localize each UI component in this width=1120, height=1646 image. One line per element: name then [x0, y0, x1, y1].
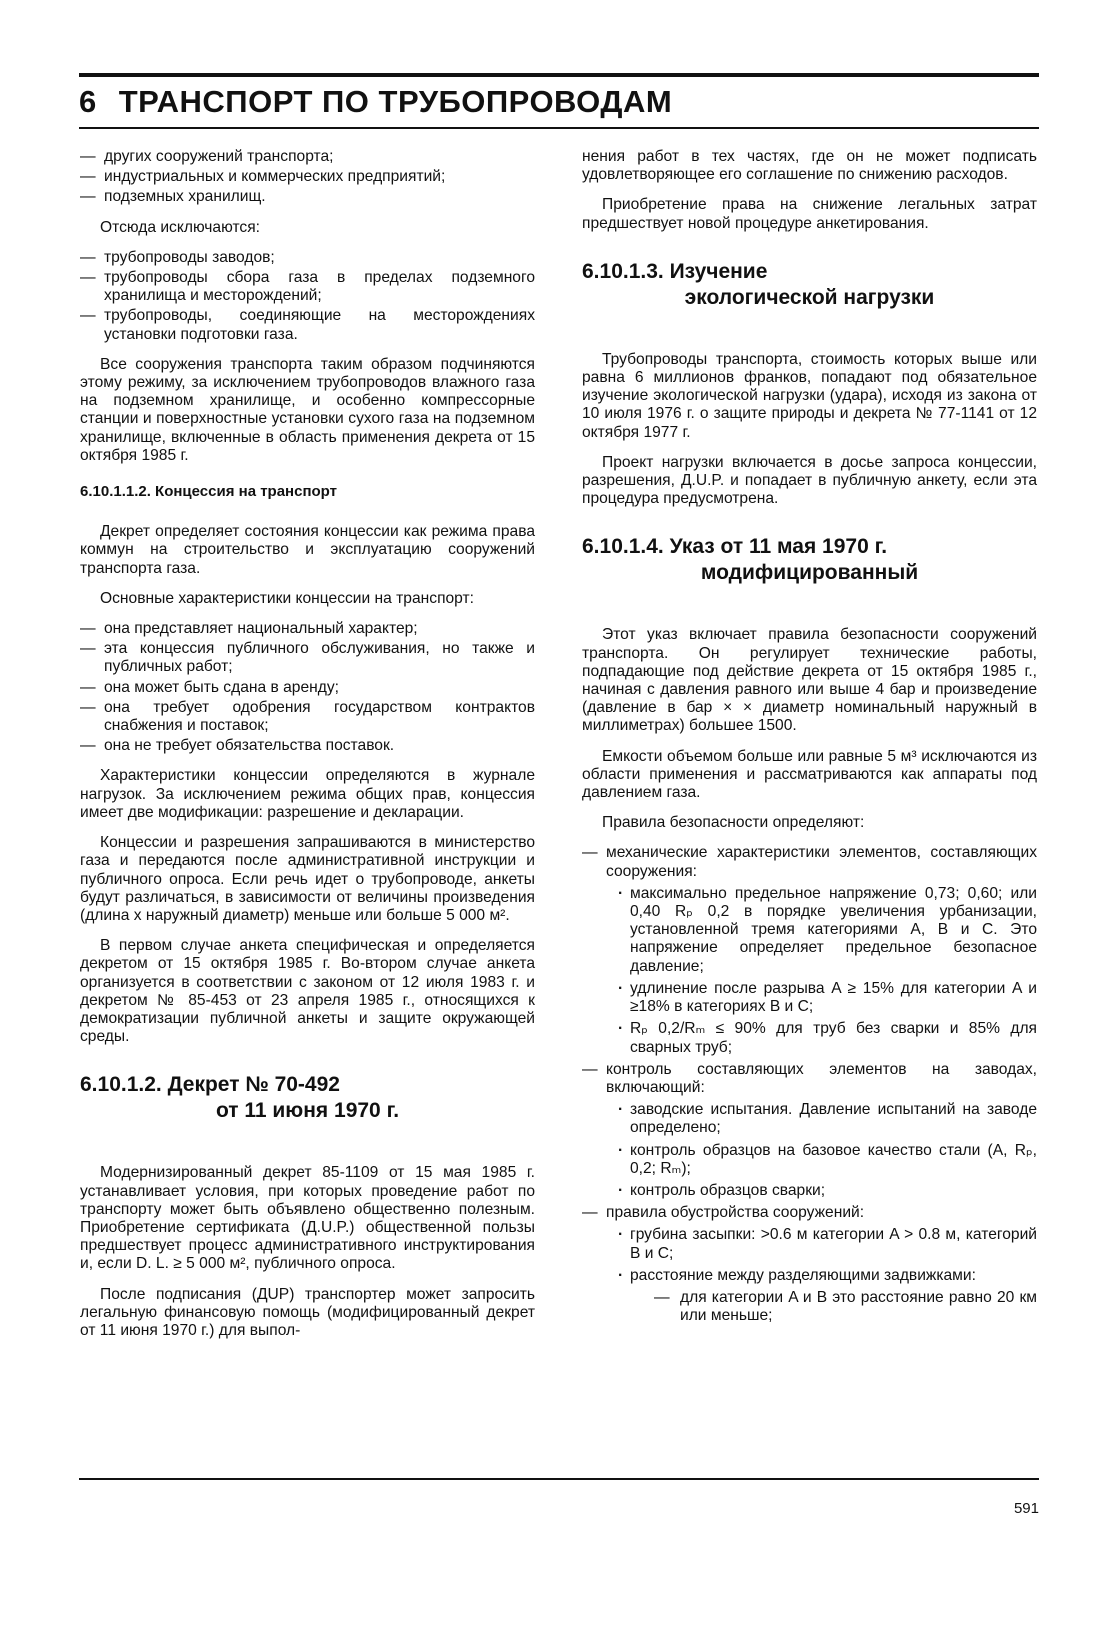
list-item: — индустриальных и коммерческих предприятий; — [80, 168, 535, 186]
paragraph: нения работ в тех частях, где он не может подписать удовлетворяющее его соглашение по снижению расходов. — [582, 148, 1037, 184]
paragraph: Этот указ включает правила безопасности сооружений транспорта. Он регулирует технические работы, подпадающие под действие декрета от 15 октября 1985 г., начиная с давления равного или выше 4 бар и произведение (давление в бар × × диаметр номинальный наружный в миллиметрах) большее 1500. — [582, 626, 1037, 735]
list-exclusions — [80, 249, 535, 344]
sublist-item: · контроль образцов сварки; — [606, 1182, 1037, 1200]
paragraph: Проект нагрузки включается в досье запроса концессии, разрешения, Д.U.P. и попадает в публичную анкету, если эта процедура предусмотрена. — [582, 453, 1037, 508]
footer-rule — [79, 1478, 1039, 1480]
section-heading-line: 6.10.1.4. Указ от 11 мая 1970 г. — [582, 535, 888, 559]
section-heading-line: 6.10.1.3. Изучение — [582, 259, 768, 283]
page-number: 591 — [1013, 1500, 1039, 1517]
paragraph: Отсюда исключаются: — [100, 218, 260, 236]
paragraph: Правила безопасности определяют: — [602, 814, 865, 832]
sublist-item-text: расстояние между разделяющими задвижками: — [630, 1266, 976, 1284]
list-item: — трубопроводы, соединяющие на месторождениях установки подготовки газа. — [80, 307, 535, 343]
list-item-text: механические характеристики элементов, составляющих сооружения: — [606, 844, 1037, 880]
list-concession-features — [80, 620, 535, 755]
chapter-header — [79, 82, 1039, 122]
section-heading — [582, 259, 1037, 311]
subsublist — [630, 1289, 1037, 1325]
paragraph: Характеристики концессии определяются в журнале нагрузок. За исключением режима общих прав, концессия имеет две модификации: разрешение и декларации. — [80, 767, 535, 821]
list-safety-rules — [582, 844, 1037, 1325]
sublist-item: · максимально предельное напряжение 0,73; 0,60; или 0,40 Rₚ 0,2 в порядке увеличения урбанизации, установленной тремя категориями A, B и C. Это напряжение определяет предельное безопасное давление; — [606, 885, 1037, 976]
list-item: — она представляет национальный характер; — [80, 620, 535, 638]
paragraph: Концессии и разрешения запрашиваются в министерство газа и передаются после административной инструкции и публичного опроса. Если речь идет о трубопроводе, анкеты будут различаться, в зависимости от величины произведения (длина x наружный диаметр) меньше или больше 5 000 м². — [80, 834, 535, 924]
sublist-item: · Rₚ 0,2/Rₘ ≤ 90% для труб без сварки и 85% для сварных труб; — [606, 1020, 1037, 1056]
list-item-text: контроль составляющих элементов на заводах, включающий: — [606, 1060, 1037, 1096]
sublist-item: · заводские испытания. Давление испытаний на заводе определено; — [606, 1101, 1037, 1137]
list-item — [582, 1061, 1037, 1200]
sublist — [606, 885, 1037, 1057]
list-transport-objects — [80, 148, 535, 207]
list-item — [582, 1204, 1037, 1325]
sublist-item: · грубина засыпки: >0.6 м категории A > 0.8 м, категорий B и C; — [606, 1226, 1037, 1262]
left-column — [80, 148, 535, 1352]
paragraph: В первом случае анкета специфическая и определяется декретом от 15 октября 1985 г. Во-втором случае анкета организуется в соответствии с законом от 12 июля 1983 г. и декретом № 85-453 от 23 апреля 1985 г., относящихся к демократизации публичной анкеты и защите окружающей среды. — [80, 937, 535, 1046]
sublist — [606, 1101, 1037, 1200]
section-heading — [80, 1072, 535, 1124]
list-item: — подземных хранилищ. — [80, 188, 535, 206]
list-item — [582, 844, 1037, 1056]
section-heading — [582, 534, 1037, 586]
paragraph: Модернизированный декрет 85-1109 от 15 мая 1985 г. устанавливает условия, при которых проведение работ по транспорту может быть объявлено общественно полезным. Приобретение сертификата (Д.U.P.) общественной пользы предшествует процесс административного инструктирования и, если D. L. ≥ 5 000 м², публичного опроса. — [80, 1164, 535, 1273]
paragraph: Трубопроводы транспорта, стоимость которых выше или равна 6 миллионов франков, попадают под обязательное изучение экологической нагрузки (удара), исходя из закона от 10 июля 1976 г. о защите природы и декрета № 77-1141 от 12 октября 1977 г. — [582, 350, 1037, 441]
section-heading: 6.10.1.1.2. Концессия на транспорт — [80, 483, 337, 501]
sublist-item: · удлинение после разрыва A ≥ 15% для категории A и ≥18% в категориях B и C; — [606, 980, 1037, 1016]
section-heading-line: от 11 июня 1970 г. — [215, 1099, 400, 1123]
paragraph: Емкости объемом больше или равные 5 м³ исключаются из области применения и рассматриваются как аппараты под давлением газа. — [582, 747, 1037, 802]
section-heading-line: экологической нагрузки — [684, 285, 935, 309]
list-item: — трубопроводы сбора газа в пределах подземного хранилища и месторождений; — [80, 269, 535, 305]
section-heading-line: модифицированный — [700, 561, 919, 585]
paragraph: После подписания (ДUP) транспортер может запросить легальную финансовую помощь (модифицированный декрет от 11 июня 1970 г.) для выпол- — [80, 1285, 535, 1339]
chapter-title: ТРАНСПОРТ ПО ТРУБОПРОВОДАМ — [118, 84, 673, 119]
sublist-item — [606, 1267, 1037, 1326]
paragraph: Приобретение права на снижение легальных затрат предшествует новой процедуре анкетирования. — [582, 196, 1037, 232]
sublist-item: · контроль образцов на базовое качество стали (A, Rₚ, 0,2; Rₘ); — [606, 1142, 1037, 1178]
list-item: — она требует одобрения государством контрактов снабжения и поставок; — [80, 699, 535, 735]
paragraph: Основные характеристики концессии на транспорт: — [100, 589, 474, 607]
sublist — [606, 1226, 1037, 1325]
list-item: — трубопроводы заводов; — [80, 249, 535, 267]
list-item-text: правила обустройства сооружений: — [606, 1204, 865, 1222]
list-item: — других сооружений транспорта; — [80, 148, 535, 166]
right-column — [582, 148, 1037, 1337]
section-heading-line: 6.10.1.2. Декрет № 70-492 — [80, 1073, 340, 1097]
chapter-number: 6 — [79, 84, 97, 119]
subsublist-item: — для категории A и B это расстояние равно 20 км или меньше; — [630, 1289, 1037, 1325]
paragraph: Все сооружения транспорта таким образом подчиняются этому режиму, за исключением трубопроводов влажного газа на подземном хранилище, и особенно компрессорные станции и поверхностные установки сухого газа на подземном хранилище, включенные в область применения декрета от 15 октября 1985 г. — [80, 355, 535, 464]
paragraph: Декрет определяет состояния концессии как режима права коммун на строительство и эксплуатацию сооружений транспорта газа. — [80, 523, 535, 577]
header-rule-top — [79, 73, 1039, 77]
header-rule-bottom — [79, 127, 1039, 129]
list-item: — эта концессия публичного обслуживания, но также и публичных работ; — [80, 640, 535, 676]
list-item: — она не требует обязательства поставок. — [80, 737, 535, 755]
list-item: — она может быть сдана в аренду; — [80, 679, 535, 697]
